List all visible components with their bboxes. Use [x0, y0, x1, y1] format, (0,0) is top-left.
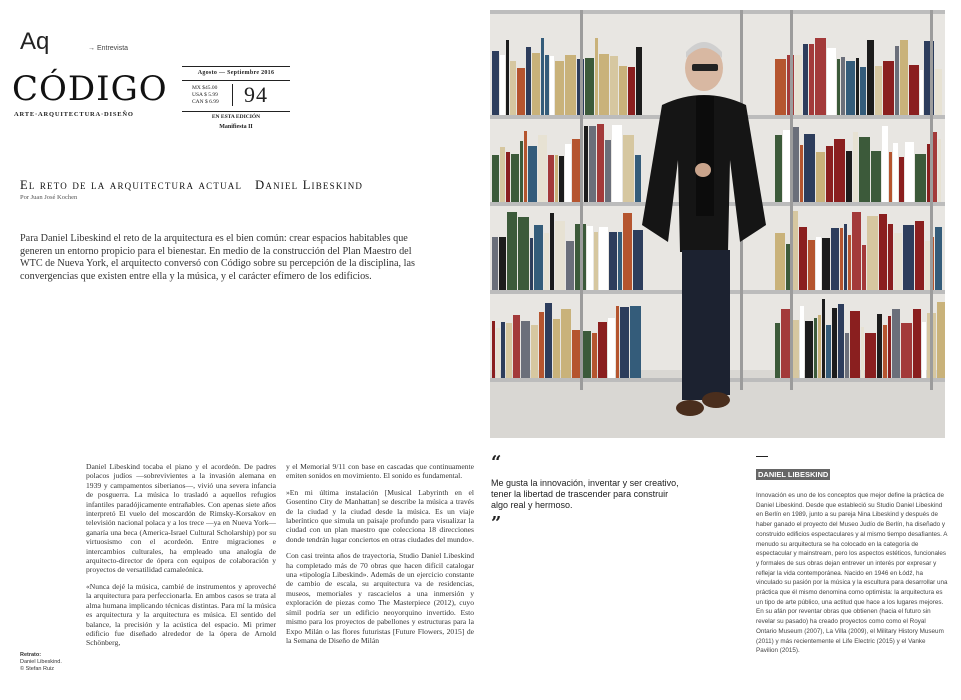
book-spine	[905, 142, 914, 202]
book-spine	[915, 154, 926, 202]
book-spine	[837, 59, 840, 115]
issue-divider	[182, 111, 290, 112]
shelf-upright	[580, 10, 583, 390]
book-spine	[853, 132, 858, 202]
paragraph: y el Memorial 9/11 con base en cascadas que continuamente emiten sonidos en movimiento. El sonido es fundamental.	[286, 462, 474, 481]
book-spine	[589, 126, 596, 202]
issue-number: 94	[244, 82, 268, 107]
book-spine	[938, 139, 941, 202]
book-spine	[550, 56, 554, 115]
book-spine	[521, 321, 530, 378]
book-spine	[793, 127, 799, 202]
book-spine	[867, 40, 874, 115]
book-spine	[882, 126, 888, 202]
book-spine	[816, 237, 821, 290]
book-spine	[937, 302, 945, 378]
book-spine	[935, 69, 942, 115]
book-spine	[793, 320, 799, 378]
issue-divider	[182, 80, 290, 81]
book-spine	[805, 321, 813, 378]
book-spine	[609, 232, 617, 290]
book-spine	[892, 309, 900, 378]
magazine-mark: Aq	[20, 28, 50, 55]
book-spine	[867, 216, 878, 290]
book-spine	[499, 237, 506, 290]
book-spine	[893, 143, 898, 202]
book-spine	[865, 333, 876, 378]
book-spine	[883, 61, 894, 115]
book-spine	[561, 309, 571, 378]
book-spine	[856, 58, 859, 115]
book-spine	[848, 235, 851, 290]
book-spine	[599, 227, 608, 290]
book-spine	[507, 212, 517, 290]
book-spine	[496, 328, 500, 378]
book-spine	[860, 67, 866, 115]
article-headline: El reto de la arquitectura actual Daniel Libeskind	[20, 178, 364, 192]
book-spine	[594, 232, 598, 290]
book-spine	[500, 147, 505, 202]
book-spine	[799, 227, 807, 290]
book-spine	[889, 152, 892, 202]
book-spine	[511, 154, 519, 202]
book-spine	[888, 316, 891, 378]
book-spine	[845, 333, 849, 378]
book-spine	[592, 333, 597, 378]
book-spine	[492, 321, 495, 378]
book-spine	[620, 307, 629, 378]
paragraph: »En mi última instalación [Musical Labyrinth en el Gosentino City de Manhattan] se describe la música a través de la ciudad y la ciudad desde la música. Es un viaje laberíntico que simula un paisaje profundo para visualizar la ciudad con un plan maestro que colecciona 18 direcciones donde tendrán lugar conciertos en otras ciudades del mundo».	[286, 487, 474, 544]
magazine-logo-subtitle: ARTE·ARQUITECTURA·DISEÑO	[14, 111, 134, 118]
book-spine	[901, 323, 912, 378]
book-spine	[520, 141, 523, 202]
article-column-1	[86, 462, 276, 655]
issue-date: Agosto — Septiembre 2016	[197, 70, 275, 76]
book-spine	[582, 331, 591, 378]
book-spine	[610, 56, 618, 115]
book-spine	[831, 228, 839, 290]
book-spine	[920, 70, 923, 115]
book-spine	[844, 224, 847, 290]
book-spine	[555, 61, 564, 115]
book-spine	[826, 146, 833, 202]
book-spine	[619, 66, 627, 115]
bio-divider	[756, 456, 768, 457]
book-spine	[909, 65, 919, 115]
book-spine	[587, 226, 593, 290]
book-spine	[492, 51, 499, 115]
book-spine	[597, 124, 604, 202]
book-spine	[636, 47, 642, 115]
book-spine	[539, 312, 544, 378]
book-spine	[605, 140, 611, 202]
book-spine	[559, 156, 564, 202]
book-spine	[888, 224, 893, 290]
book-spine	[838, 304, 844, 378]
book-spine	[534, 225, 543, 290]
book-spine	[795, 55, 802, 115]
book-spine	[500, 55, 505, 115]
book-spine	[545, 55, 549, 115]
book-spine	[528, 146, 537, 202]
book-spine	[612, 125, 622, 202]
book-spine	[628, 67, 635, 115]
photo-credit	[20, 652, 62, 673]
book-spine	[506, 323, 512, 378]
magazine-logo: CÓDIGO	[12, 69, 168, 109]
bio-text: Innovación es uno de los conceptos que mejor define la práctica de Daniel Libeskind. Desde que estableció su Studio Daniel Libeskind en Berlín en 1989, junto a su pareja Nina Libeskind y después de haber ganado el proyecto del Museo Judío de Berlín, ha diseñado y construido edificios espectaculares y al mismo tiempo desafiantes. A menudo su arquitectura se ha colocado en la categoría de espectacular y mainstream, pero los aspectos estéticos, funcionales y formales de sus obras dejan entrever un interés por expresar y reflejar la vida contemporánea. Nacido en 1946 en Łódź, ha vinculado su pasión por la música y la escultura para desarrollar una práctica que él mismo denomina como optimista: la arquitectura es un tipo de arte público, una actitud que hace a los lugares mejores. En su afán por reventar obras que obtienen (hacia el futuro sin revelar su pasado) ha creado proyectos como como el Royal Ontario Museum (2007), La Villa (2009), el Military History Museum (2011) y más recientemente el Life Electric (2015) y el Vanke Pavilion (2015).	[756, 492, 948, 655]
book-spine	[852, 212, 861, 290]
book-spine	[510, 61, 516, 115]
quote-close-mark: ”	[491, 513, 502, 534]
book-spine	[875, 66, 882, 115]
book-spine	[585, 58, 594, 115]
book-spine	[834, 139, 845, 202]
quote-open-mark: “	[491, 452, 502, 473]
book-spine	[566, 241, 574, 290]
book-spine	[846, 61, 855, 115]
book-spine	[572, 330, 581, 378]
book-spine	[800, 306, 804, 378]
portrait-photo	[490, 10, 945, 438]
book-spine	[879, 214, 887, 290]
book-spine	[618, 232, 622, 290]
book-spine	[808, 240, 815, 290]
book-spine	[532, 53, 540, 115]
book-spine	[584, 126, 588, 202]
article-intro: Para Daniel Libeskind el reto de la arquitectura es el bien común: crear espacios habitables que generen un entorno propicio para el bienestar. En medio de la construcción del Plan Maestro del WTC de Nueva York, el arquitecto conversó con Código sobre su percepción de la disciplina, las convergencias que existen entre ella y la música, y el carácter efímero de los edificios.	[20, 233, 415, 282]
book-spine	[775, 233, 785, 290]
book-spine	[925, 241, 930, 290]
book-spine	[894, 233, 902, 290]
book-spine	[841, 57, 845, 115]
book-spine	[506, 40, 509, 115]
book-spine	[913, 309, 921, 378]
book-spine	[900, 40, 908, 115]
bio-name-badge: DANIEL LIBESKIND	[758, 470, 829, 479]
book-spine	[555, 155, 558, 202]
book-spine	[501, 322, 505, 378]
book-spine	[633, 230, 643, 290]
book-spine	[775, 323, 780, 378]
paragraph: Con casi treinta años de trayectoria, Studio Daniel Libeskind ha completado más de 70 obras que hacen difícil catalogar una «tipología Libeskind». Además de un ejercicio constante de cambio de escala, su arquitectura va de residencias, museos, memoriales y rascacielos a una inmersión y exploración de piezas como The Masterpiece (2012), cuyo símil podría ser un edificio neoyorquino invertido. Esto mismo para los proyectos de pabellones y estructuras para la Expo Milán o las flores futuristas [Future Flowers, 2015] de la Semana de Diseño de Milán	[286, 551, 474, 645]
book-spine	[553, 319, 560, 378]
shelf-upright	[930, 10, 933, 390]
credit-line: Daniel Libeskind.	[20, 659, 62, 665]
book-spine	[935, 227, 942, 290]
issue-separator	[232, 84, 233, 106]
book-spine	[541, 38, 544, 115]
book-spine	[800, 145, 803, 202]
book-spine	[595, 38, 598, 115]
book-spine	[861, 327, 864, 378]
book-spine	[871, 151, 881, 202]
book-spine	[822, 238, 830, 290]
book-spine	[775, 135, 782, 202]
paragraph: Daniel Libeskind tocaba el piano y el acordeón. De padres polacos judíos —sobrevivientes a la invasión alemana en 1939 y campamentos siberianos—, vivió una severa infancia de posguerra. La música lo trasladó a aquellos refugios infantiles paradójicamente entrañables. Con apenas siete años interpretó El vuelo del moscardón de Rimsky-Korsakov en televisión nacional polaca y a los trece —ya en Nueva York— ganaría una beca (America-Israel Cultural Scholarship) por su virtuosismo con el acordeón. Entre migraciones e intercambios culturales, ha empleado una analogía de arquitecto-director de ópera con equipos de colaboración y proyectos de versatilidad camaleónica.	[86, 462, 276, 575]
book-spine	[599, 54, 609, 115]
book-spine	[922, 322, 926, 378]
book-spine	[635, 155, 641, 202]
book-spine	[915, 221, 924, 290]
book-spine	[899, 157, 904, 202]
book-spine	[608, 318, 615, 378]
book-spine	[623, 213, 632, 290]
book-spine	[814, 318, 817, 378]
book-spine	[818, 315, 821, 378]
issue-edition-label: EN ESTA EDICIÓN	[211, 114, 261, 120]
book-spine	[822, 299, 825, 378]
book-spine	[826, 325, 831, 378]
book-spine	[565, 55, 576, 115]
credit-line: © Stefan Ruiz	[20, 666, 55, 672]
shelf-upright	[790, 10, 793, 390]
book-spine	[903, 225, 914, 290]
book-spine	[526, 47, 531, 115]
book-spine	[846, 151, 852, 202]
book-spine	[531, 325, 538, 378]
credit-label: Retrato:	[20, 652, 42, 658]
book-spine	[598, 322, 607, 378]
book-spine	[803, 44, 808, 115]
book-spine	[933, 132, 937, 202]
book-spine	[883, 325, 887, 378]
photo-illustration	[490, 10, 945, 438]
book-spine	[524, 131, 527, 202]
book-spine	[545, 303, 552, 378]
article-column-2	[286, 462, 474, 652]
book-spine	[538, 135, 547, 202]
price-line: USA $ 5.99	[192, 92, 218, 98]
section-label: → Entrevista	[88, 45, 129, 52]
book-spine	[815, 38, 826, 115]
pull-quote: Me gusta la innovación, inventar y ser creativo, tener la libertad de trascender para construir algo real y hermoso.	[491, 478, 679, 510]
book-spine	[630, 306, 641, 378]
book-spine	[492, 155, 499, 202]
book-spine	[544, 233, 549, 290]
book-spine	[550, 213, 554, 290]
book-spine	[565, 144, 571, 202]
issue-feature: Manifiesta II	[219, 124, 253, 130]
book-spine	[548, 155, 554, 202]
book-spine	[859, 137, 870, 202]
issue-info-box	[182, 66, 290, 134]
book-spine	[492, 237, 498, 290]
book-spine	[775, 59, 786, 115]
book-spine	[555, 221, 565, 290]
book-spine	[862, 245, 866, 290]
book-spine	[616, 306, 619, 378]
book-spine	[513, 315, 520, 378]
book-spine	[840, 228, 843, 290]
book-spine	[816, 152, 825, 202]
price-line: CAN $ 6.99	[192, 99, 219, 105]
book-spine	[517, 68, 525, 115]
book-spine	[518, 217, 529, 290]
book-spine	[877, 314, 882, 378]
book-spine	[623, 135, 634, 202]
book-spine	[530, 238, 533, 290]
book-spine	[827, 48, 836, 115]
book-spine	[506, 152, 510, 202]
price-line: MX $45.00	[192, 85, 218, 91]
book-spine	[850, 311, 860, 378]
book-spine	[804, 134, 815, 202]
book-spine	[809, 44, 814, 115]
article-byline: Por Juan José Kochen	[20, 194, 78, 201]
book-spine	[832, 308, 837, 378]
book-spine	[895, 46, 899, 115]
issue-prices	[192, 85, 219, 106]
paragraph: «Nunca dejé la música, cambié de instrumentos y aproveché la arquitectura para perfeccionarla. En ambos casos se trata al alma humana implicando técnicas distintas. Para mí la música es arquitectura y la arquitectura es música. El sentido del balance, la precisión y la acústica del espacio. Mi primer edificio fue diseñado alrededor de la ópera de Arnold Schönberg,	[86, 581, 276, 648]
